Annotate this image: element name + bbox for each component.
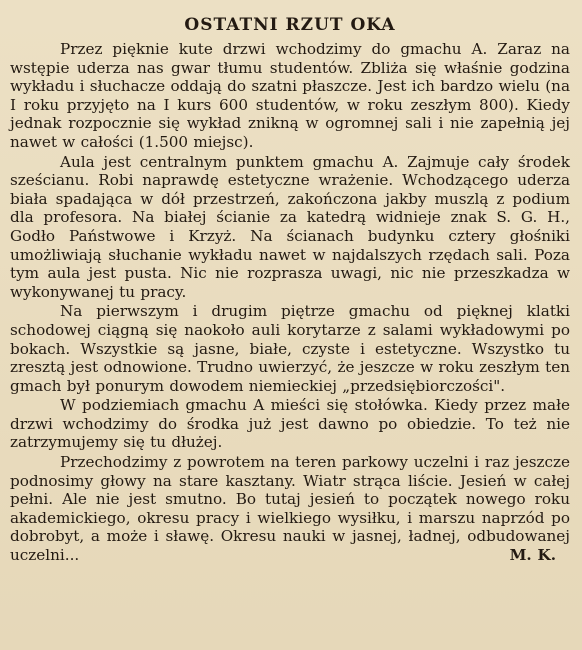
paragraph-aula: Aula jest centralnym punktem gmachu A. Zajmuje cały środek sześcianu. Robi naprawdę estetyczne wrażenie. Wchodzącego uderza biała spadająca w dół przestrzeń, zakończona jakby muszlą z podium dla profesora. Na białej ścianie za katedrą widnieje znak S. G. H., Godło Państwowe i Krzyż. Na ścianach budynku cztery głośniki umożliwiają słuchanie wykładu nawet w najdalszych rzędach sali. Poza tym aula jest pusta. Nic nie rozprasza uwagi, nic nie przeszkadza w wykonywanej tu pracy. (10, 152, 570, 301)
paragraph-park (10, 453, 570, 565)
paragraph-park-text: Przechodzimy z powrotem na teren parkowy uczelni i raz jeszcze podnosimy głowy na stare kasztany. Wiatr strąca liście. Jesień w całej pełni. Ale nie jest smutno. Bo tutaj jesień to początek nowego roku akademickiego, okresu pracy i wielkiego wysiłku, i marszu naprzód po dobrobyt, a może i sławę. Okresu nauki w jasnej, ładnej, odbudowanej uczelni... (10, 453, 570, 565)
paragraph-canteen: W podziemiach gmachu A mieści się stołówka. Kiedy przez małe drzwi wchodzimy do środka już jest dawno po obiedzie. To też nie zatrzymujemy się tu dłużej. (10, 396, 570, 452)
author-signature: M. K. (509, 546, 556, 565)
article-title: OSTATNI RZUT OKA (184, 15, 396, 35)
paragraph-corridors: Na pierwszym i drugim piętrze gmachu od pięknej klatki schodowej ciągną się naokoło auli korytarze z salami wykładowymi po bokach. Wszystkie są jasne, białe, czyste i estetyczne. Wszystko tu zresztą jest odnowione. Trudno uwierzyć, że jeszcze w roku zeszłym ten gmach był ponurym dowodem niemieckiej „przedsiębiorczości". (10, 302, 571, 395)
paragraph-entrance: Przez pięknie kute drzwi wchodzimy do gmachu A. Zaraz na wstępie uderza nas gwar tłumu studentów. Zbliża się właśnie godzina wykładu i słuchacze oddają do szatni płaszcze. Jest ich bardzo wielu (na I roku przyjęto na I kurs 600 studentów, w roku zeszłym 800). Kiedy jednak rozpocznie się wykład znikną w ogromnej sali i nie zapełnią jej nawet w całości (1.500 miejsc). (10, 40, 571, 151)
